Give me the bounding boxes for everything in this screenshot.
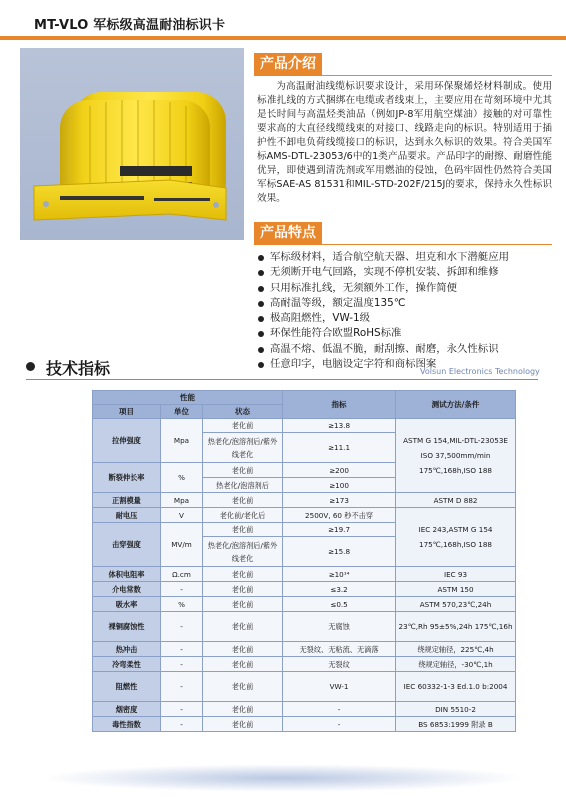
bullet-icon (258, 255, 264, 261)
bullet-icon (258, 362, 264, 368)
row-condition: 老化前 (203, 493, 283, 508)
table-row (93, 582, 516, 597)
row-value: ≥200 (283, 463, 396, 478)
row-condition: 老化前/老化后 (203, 508, 283, 523)
row-value: ≥100 (283, 478, 396, 493)
row-condition: 老化前 (203, 523, 283, 537)
row-condition: 热老化/泡溶剂后/紫外线老化 (203, 433, 283, 463)
row-method: ASTM D 882 (396, 493, 516, 508)
bullet-icon (258, 270, 264, 276)
table-row (93, 612, 516, 642)
row-unit: - (161, 612, 203, 642)
table-row (93, 702, 516, 717)
row-name: 拉伸强度 (93, 419, 161, 463)
row-unit: MV/m (161, 523, 203, 567)
row-method: ASTM 150 (396, 582, 516, 597)
row-unit: - (161, 657, 203, 672)
intro-heading: 产品介绍 (254, 53, 322, 75)
row-method: ASTM G 154,MIL-DTL-23053E ISO 37,500mm/min 175℃,168h,ISO 188 (396, 419, 516, 493)
row-value: ≥11.1 (283, 433, 396, 463)
table-header-row (93, 391, 516, 405)
row-unit: Mpa (161, 493, 203, 508)
row-condition: 老化前 (203, 657, 283, 672)
row-unit: % (161, 597, 203, 612)
row-value: - (283, 717, 396, 732)
footer-decoration (40, 764, 526, 792)
row-unit: V (161, 508, 203, 523)
header-index: 指标 (283, 391, 396, 419)
row-name: 正割模量 (93, 493, 161, 508)
table-row (93, 567, 516, 582)
feature-text: 环保性能符合欧盟RoHS标准 (270, 327, 402, 340)
row-unit: Ω.cm (161, 567, 203, 582)
row-value: VW-1 (283, 672, 396, 702)
header-unit: 单位 (161, 405, 203, 419)
row-method: 绕规定轴径，-30℃,1h (396, 657, 516, 672)
feature-text: 无须断开电气回路，实现不停机安装、拆卸和维修 (270, 266, 499, 279)
intro-text: 为高温耐油线缆标识要求设计，采用环保聚烯烃材料制成。使用标准扎线的方式捆绑在电缆或者线束上，主要应用在苛刻环境中尤其是长时间与高温烃类油品（例如JP-8军用航空煤油）接触的对可靠性要求高的大直径线缆线束的对接口、线路走向的标识。特别适用于插护性不卸电负荷线缆接口的标识，达到永久标识的效果。符合美国军标AMS-DTL-23053/6中的1类产品要求。产品印字的耐擦、耐磨性能优异，即使遇到清洗剂或军用燃油的侵蚀，色码牢固性仍然符合美国军标SAE-AS 81531和MIL-STD-202F/215J的要求，保持永久性标识效果。 (257, 81, 552, 204)
feature-item (257, 342, 557, 357)
row-method: IEC 243,ASTM G 154 175℃,168h,ISO 188 (396, 508, 516, 567)
row-condition: 老化前 (203, 717, 283, 732)
row-condition: 老化前 (203, 702, 283, 717)
table-row (93, 597, 516, 612)
row-condition: 老化前 (203, 567, 283, 582)
feature-text: 只用标准扎线，无须额外工作，操作简便 (270, 281, 458, 294)
title-divider (0, 36, 566, 40)
row-unit: - (161, 582, 203, 597)
bullet-icon (258, 316, 264, 322)
row-condition: 热老化/泡溶剂后/紫外线老化 (203, 537, 283, 567)
row-value: ≥13.8 (283, 419, 396, 433)
bullet-icon (258, 286, 264, 292)
feature-item (257, 326, 557, 341)
table-row (93, 642, 516, 657)
company-name: Volsun Electronics Technology (420, 367, 540, 376)
features-divider (254, 244, 552, 245)
specs-divider (26, 379, 538, 380)
marker-card-illustration (20, 48, 244, 240)
table-row (93, 493, 516, 508)
row-method: ASTM 570,23℃,24h (396, 597, 516, 612)
row-condition: 老化前 (203, 463, 283, 478)
row-condition: 老化前 (203, 612, 283, 642)
row-value: 无腐蚀 (283, 612, 396, 642)
row-value: ≤3.2 (283, 582, 396, 597)
feature-item (257, 281, 557, 296)
row-value: 无裂纹 (283, 657, 396, 672)
row-condition: 老化前 (203, 642, 283, 657)
features-list (257, 250, 557, 372)
row-value: 无裂纹、无粘流、无滴落 (283, 642, 396, 657)
page-title: MT-VLO 军标级高温耐油标识卡 (34, 18, 226, 33)
bullet-icon (258, 331, 264, 337)
header-performance: 性能 (93, 391, 283, 405)
row-name: 体积电阻率 (93, 567, 161, 582)
table-row (93, 657, 516, 672)
row-name: 吸水率 (93, 597, 161, 612)
row-name: 介电常数 (93, 582, 161, 597)
feature-item (257, 296, 557, 311)
intro-divider (254, 75, 552, 76)
row-method: DIN 5510-2 (396, 702, 516, 717)
row-method: IEC 93 (396, 567, 516, 582)
row-value: ≥15.8 (283, 537, 396, 567)
row-condition: 老化前 (203, 582, 283, 597)
row-unit: - (161, 672, 203, 702)
bullet-icon (258, 301, 264, 307)
row-method: 绕规定轴径，225℃,4h (396, 642, 516, 657)
row-condition: 老化前 (203, 672, 283, 702)
header-item: 项目 (93, 405, 161, 419)
specs-heading-text: 技术指标 (46, 359, 111, 378)
table-row (93, 508, 516, 523)
row-name: 耐电压 (93, 508, 161, 523)
row-value: 2500V, 60 秒不击穿 (283, 508, 396, 523)
feature-text: 军标级材料，适合航空航天器、坦克和水下潜艇应用 (270, 251, 509, 263)
row-condition: 热老化/泡溶剂后 (203, 478, 283, 493)
row-value: ≤0.5 (283, 597, 396, 612)
table-row (93, 419, 516, 433)
product-photo (20, 48, 244, 240)
row-value: ≥19.7 (283, 523, 396, 537)
table-row (93, 672, 516, 702)
header-method: 测试方法/条件 (396, 391, 516, 419)
feature-text: 高温不熔、低温不脆，耐刮擦、耐磨，永久性标识 (270, 342, 499, 355)
feature-item (257, 250, 557, 265)
row-value: ≥10¹⁴ (283, 567, 396, 582)
row-method: IEC 60332-1-3 Ed.1.0 b:2004 (396, 672, 516, 702)
spec-table (92, 390, 516, 732)
row-unit: - (161, 642, 203, 657)
feature-text: 任意印字，电脑设定字符和商标图案 (270, 358, 437, 371)
table-row (93, 717, 516, 732)
feature-item (257, 265, 557, 280)
row-name: 冷弯柔性 (93, 657, 161, 672)
row-name: 断裂伸长率 (93, 463, 161, 493)
header-state: 状态 (203, 405, 283, 419)
row-method: BS 6853:1999 附录 B (396, 717, 516, 732)
row-name: 毒性指数 (93, 717, 161, 732)
row-unit: - (161, 702, 203, 717)
row-unit: Mpa (161, 419, 203, 463)
row-condition: 老化前 (203, 597, 283, 612)
row-value: - (283, 702, 396, 717)
bullet-icon (26, 362, 35, 371)
feature-text: 极高阻燃性，VW-1级 (270, 312, 371, 325)
row-name: 烟密度 (93, 702, 161, 717)
row-name: 热冲击 (93, 642, 161, 657)
features-heading: 产品特点 (254, 222, 322, 244)
row-unit: % (161, 463, 203, 493)
feature-item (257, 311, 557, 326)
bullet-icon (258, 347, 264, 353)
row-condition: 老化前 (203, 419, 283, 433)
feature-text: 高耐温等级，额定温度135℃ (270, 296, 406, 309)
row-name: 击穿强度 (93, 523, 161, 567)
row-name: 裸铜腐蚀性 (93, 612, 161, 642)
row-unit: - (161, 717, 203, 732)
row-value: ≥173 (283, 493, 396, 508)
row-method: 23℃,Rh 95±5%,24h 175℃,16h (396, 612, 516, 642)
row-name: 阻燃性 (93, 672, 161, 702)
